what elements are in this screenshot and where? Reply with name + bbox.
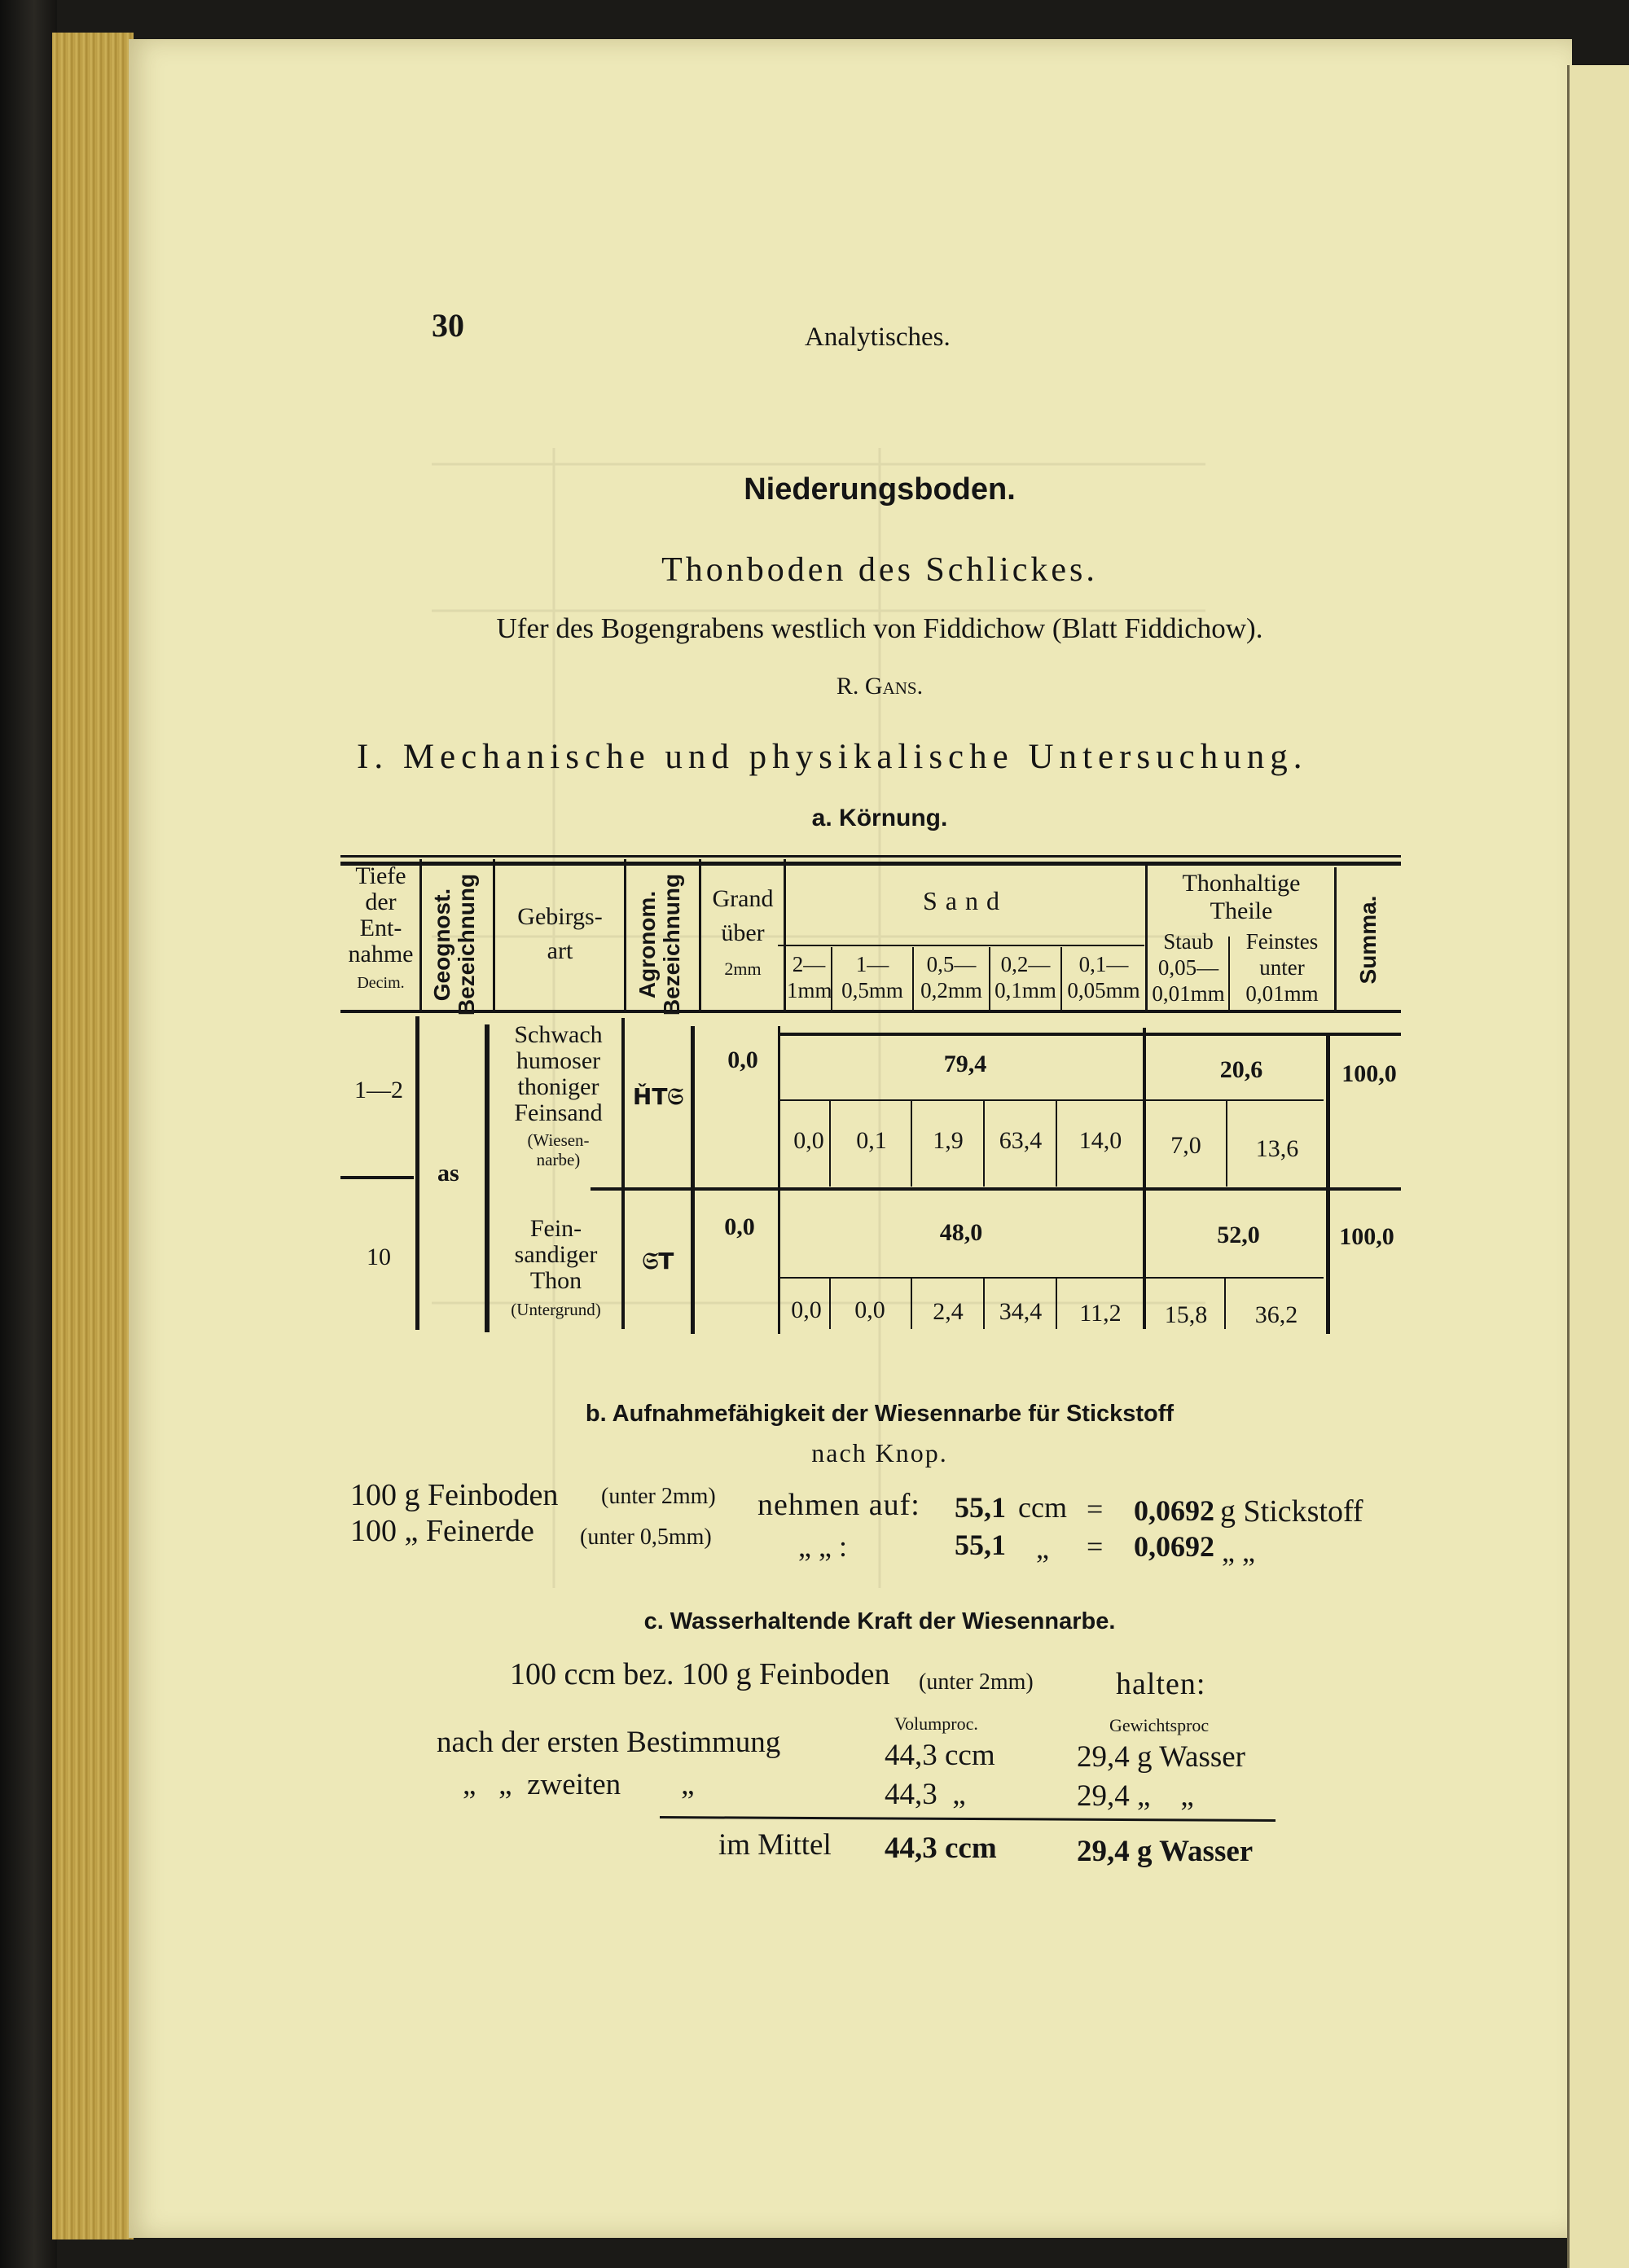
- page-number: 30: [432, 307, 464, 344]
- subheading-c: c. Wasserhaltende Kraft der Wiesennarbe.: [643, 1608, 1116, 1634]
- header-sand-1-05: 1— 0,5mm: [841, 952, 903, 1002]
- row1-sand-1-05: 0,1: [856, 1127, 887, 1154]
- geognost-value: as: [437, 1160, 459, 1187]
- row2-sand-total: 48,0: [939, 1219, 983, 1246]
- row1-gebirgsart-note: (Wiesen- narbe): [527, 1130, 590, 1169]
- book-spine: [0, 0, 57, 2268]
- row1-thon-total: 20,6: [1219, 1056, 1263, 1083]
- facing-page-edge: [1567, 65, 1629, 2268]
- header-sand-2-1: 2— 1mm: [787, 952, 832, 1002]
- col-header-volumproc: Volumproc.: [894, 1713, 978, 1734]
- header-agronom: Agronom. Bezeichnung: [634, 873, 684, 1016]
- row2-sand-01-005: 11,2: [1079, 1300, 1122, 1327]
- row2-tiefe: 10: [367, 1244, 391, 1270]
- header-thonhaltige: Thonhaltige Theile: [1182, 870, 1301, 924]
- header-summa: Summa.: [1355, 895, 1381, 985]
- soil-title: Thonboden des Schlickes.: [661, 551, 1098, 589]
- row1-feinstes: 13,6: [1255, 1135, 1299, 1162]
- header-feinstes: Feinstes unter 0,01mm: [1245, 929, 1319, 1006]
- row1-agronom: ȞT𝔖: [632, 1083, 684, 1110]
- subheading-b: b. Aufnahmefähigkeit der Wiesennarbe für Stickstoff: [585, 1401, 1175, 1427]
- row1-sand-02-01: 63,4: [999, 1127, 1043, 1154]
- page-edges: [52, 33, 134, 2239]
- header-tiefe: Tiefe der Ent- nahme Decim.: [348, 862, 414, 992]
- row1-staub: 7,0: [1170, 1132, 1201, 1159]
- row2-gebirgsart: Fein- sandiger Thon: [514, 1215, 598, 1294]
- row1-sand-2-1: 0,0: [793, 1127, 824, 1154]
- header-grand: Grand über 2mm: [712, 885, 774, 979]
- subheading-b-knop: nach Knop.: [811, 1438, 948, 1467]
- row2-summa: 100,0: [1339, 1223, 1394, 1250]
- header-sand-02-01: 0,2— 0,1mm: [995, 952, 1056, 1002]
- row2-grand: 0,0: [724, 1213, 755, 1240]
- subheading-a: a. Körnung.: [811, 805, 948, 831]
- header-geognost: Geognost. Bezeichnung: [429, 873, 479, 1016]
- row1-sand-01-005: 14,0: [1078, 1127, 1122, 1154]
- row2-feinstes: 36,2: [1254, 1301, 1298, 1328]
- running-title: Analytisches.: [805, 322, 951, 352]
- row2-sand-05-02: 2,4: [933, 1298, 964, 1325]
- col-header-gewichtsproc: Gewichtsproc: [1109, 1715, 1210, 1735]
- row2-thon-total: 52,0: [1217, 1222, 1260, 1248]
- row2-sand-2-1: 0,0: [791, 1296, 822, 1323]
- header-staub: Staub 0,05— 0,01mm: [1152, 929, 1225, 1006]
- author: R. Gans.: [836, 673, 924, 700]
- row1-summa: 100,0: [1341, 1060, 1397, 1087]
- section-title: Niederungsboden.: [744, 472, 1016, 507]
- row1-sand-total: 79,4: [943, 1051, 987, 1077]
- header-sand: Sand: [923, 886, 1008, 915]
- header-gebirgsart: Gebirgs- art: [517, 903, 603, 964]
- header-sand-05-02: 0,5— 0,2mm: [920, 952, 982, 1002]
- row1-tiefe: 1—2: [354, 1077, 403, 1103]
- part-heading: I. Mechanische und physikalische Untersuchung.: [357, 738, 1308, 776]
- row1-grand: 0,0: [727, 1046, 758, 1073]
- row2-sand-02-01: 34,4: [999, 1298, 1043, 1325]
- row2-staub: 15,8: [1164, 1301, 1208, 1328]
- location-line: Ufer des Bogengrabens westlich von Fiddichow (Blatt Fiddichow).: [496, 612, 1263, 644]
- row1-sand-05-02: 1,9: [933, 1127, 964, 1154]
- header-sand-01-005: 0,1— 0,05mm: [1067, 952, 1140, 1002]
- row2-sand-1-05: 0,0: [854, 1296, 885, 1323]
- row2-agronom: 𝔖T: [642, 1248, 674, 1274]
- row2-gebirgsart-note: (Untergrund): [511, 1300, 601, 1319]
- row1-gebirgsart: Schwach humoser thoniger Feinsand: [514, 1021, 603, 1126]
